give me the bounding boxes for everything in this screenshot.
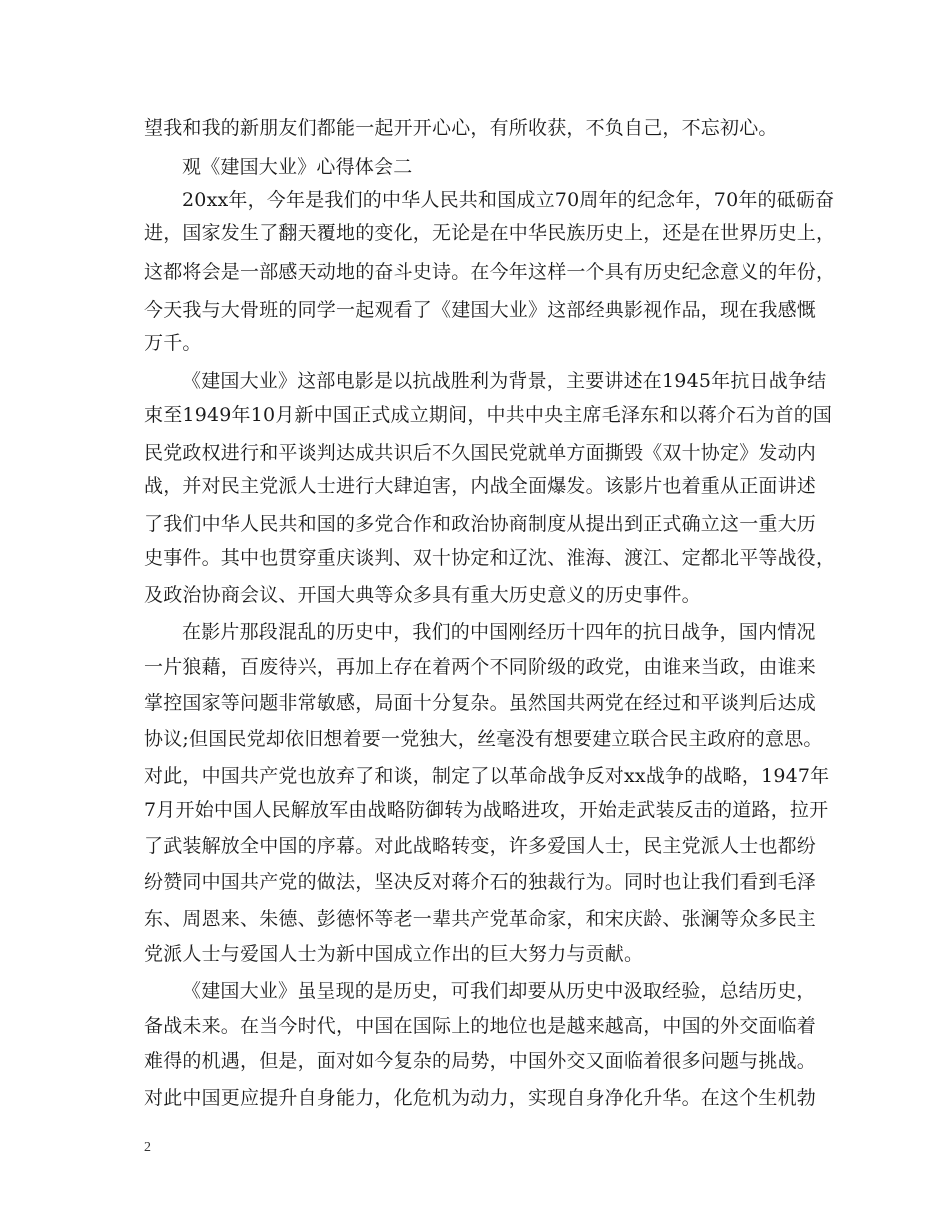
page-number: 2 <box>144 1140 151 1155</box>
text-line: 《建国大业》这部电影是以抗战胜利为背景，主要讲述在1945年抗日战争结 <box>182 370 827 392</box>
text-line: 望我和我的新朋友们都能一起开开心心，有所收获，不负自己，不忘初心。 <box>144 117 778 139</box>
text-line: 一片狼藉，百废待兴，再加上存在着两个不同阶级的政党，由谁来当政，由谁来 <box>144 656 817 678</box>
text-line: 协议;但国民党却依旧想着要一党独大，丝毫没有想要建立联合民主政府的意思。 <box>144 728 823 750</box>
text-line: 对此中国更应提升自身能力，化危机为动力，实现自身净化升华。在这个生机勃 <box>144 1087 817 1109</box>
text-line: 《建国大业》虽呈现的是历史，可我们却要从历史中汲取经验，总结历史， <box>182 980 816 1002</box>
text-line: 这都将会是一部感天动地的奋斗史诗。在今年这样一个具有历史纪念意义的年份， <box>144 261 836 283</box>
text-line: 今天我与大骨班的同学一起观看了《建国大业》这部经典影视作品，现在我感慨 <box>144 299 817 321</box>
text-line: 及政治协商会议、开国大典等众多具有重大历史意义的历史事件。 <box>144 584 701 606</box>
text-line: 东、周恩来、朱德、彭德怀等老一辈共产党革命家，和宋庆龄、张澜等众多民主 <box>144 908 817 930</box>
text-line: 战，并对民主党派人士进行大肆迫害，内战全面爆发。该影片也着重从正面讲述 <box>144 475 817 497</box>
text-line: 万千。 <box>144 332 202 354</box>
text-line: 难得的机遇，但是，面对如今复杂的局势，中国外交又面临着很多问题与挑战。 <box>144 1050 817 1072</box>
text-line: 对此，中国共产党也放弃了和谈，制定了以革命战争反对xx战争的战略，1947年 <box>144 765 830 787</box>
section-heading: 观《建国大业》心得体会二 <box>182 156 413 178</box>
text-line: 进，国家发生了翻天覆地的变化，无论是在中华民族历史上，还是在世界历史上， <box>144 222 836 244</box>
text-line: 了我们中华人民共和国的多党合作和政治协商制度从提出到正式确立这一重大历 <box>144 513 817 535</box>
text-line: 在影片那段混乱的历史中，我们的中国刚经历十四年的抗日战争，国内情况 <box>182 621 816 643</box>
text-line: 史事件。其中也贯穿重庆谈判、双十协定和辽沈、淮海、渡江、定都北平等战役， <box>144 547 836 569</box>
text-line: 了武装解放全中国的序幕。对此战略转变，许多爱国人士，民主党派人士也都纷 <box>144 835 817 857</box>
text-line: 7月开始中国人民解放军由战略防御转为战略进攻，开始走武装反击的道路，拉开 <box>144 799 829 821</box>
text-line: 民党政权进行和平谈判达成共识后不久国民党就单方面撕毁《双十协定》发动内 <box>144 442 817 464</box>
text-line: 20xx年，今年是我们的中华人民共和国成立70周年的纪念年，70年的砥砺奋 <box>182 189 835 211</box>
text-line: 备战未来。在当今时代，中国在国际上的地位也是越来越高，中国的外交面临着 <box>144 1015 817 1037</box>
text-line: 束至1949年10月新中国正式成立期间，中共中央主席毛泽东和以蒋介石为首的国 <box>144 404 833 426</box>
text-line: 纷赞同中国共产党的做法，坚决反对蒋介石的独裁行为。同时也让我们看到毛泽 <box>144 871 817 893</box>
text-line: 党派人士与爱国人士为新中国成立作出的巨大努力与贡献。 <box>144 943 644 965</box>
text-line: 掌控国家等问题非常敏感，局面十分复杂。虽然国共两党在经过和平谈判后达成 <box>144 692 817 714</box>
